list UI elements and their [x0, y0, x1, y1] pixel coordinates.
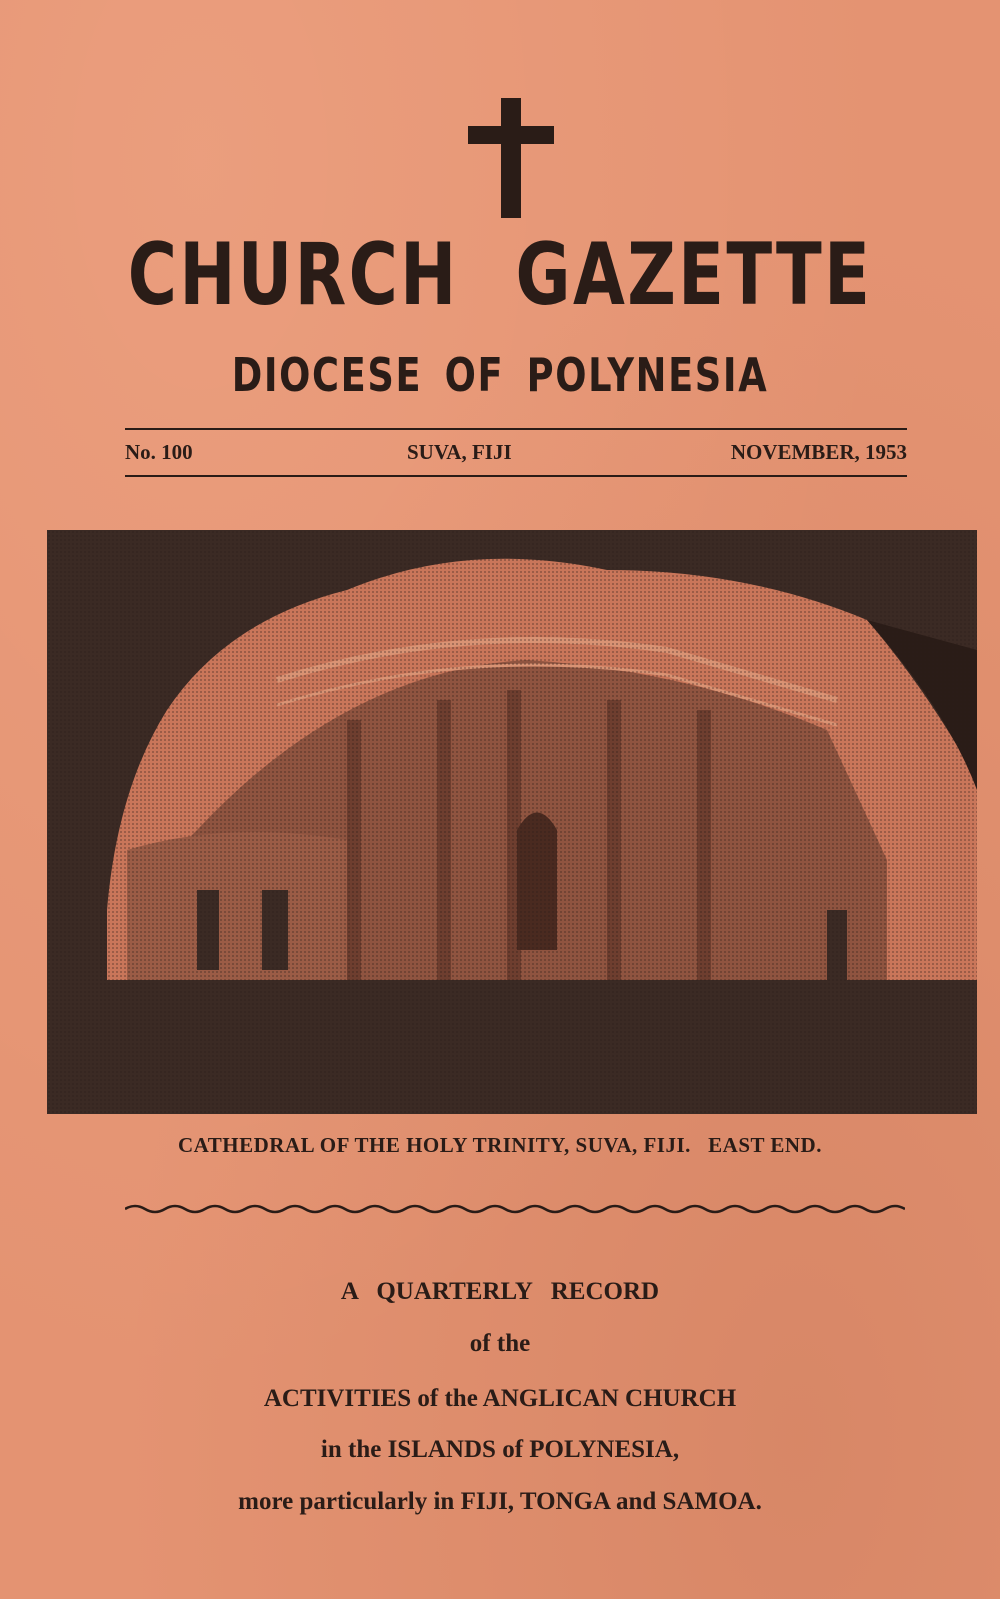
- issue-line: [125, 440, 907, 468]
- blurb-line-1: A QUARTERLY RECORD: [340, 1278, 660, 1305]
- issue-date: NOVEMBER, 1953: [730, 440, 907, 464]
- masthead-title: CHURCH GAZETTE: [127, 225, 873, 325]
- rule-top: [125, 428, 907, 430]
- cross-icon: [468, 98, 554, 218]
- blurb-line-4: in the ISLANDS of POLYNESIA,: [320, 1436, 680, 1463]
- blurb-line-3: ACTIVITIES of the ANGLICAN CHURCH: [263, 1385, 737, 1412]
- cathedral-photo: [47, 530, 977, 1114]
- rule-bottom: [125, 475, 907, 477]
- issue-place: SUVA, FIJI: [407, 440, 512, 464]
- issue-number: No. 100: [125, 440, 193, 464]
- photo-caption: CATHEDRAL OF THE HOLY TRINITY, SUVA, FIJI. EAST END.: [178, 1133, 822, 1157]
- masthead-subtitle: DIOCESE OF POLYNESIA: [231, 348, 769, 402]
- blurb-line-5: more particularly in FIJI, TONGA and SAMOA.: [238, 1488, 762, 1515]
- ornament-divider: [125, 1202, 905, 1216]
- blurb-line-2: of the: [469, 1330, 531, 1357]
